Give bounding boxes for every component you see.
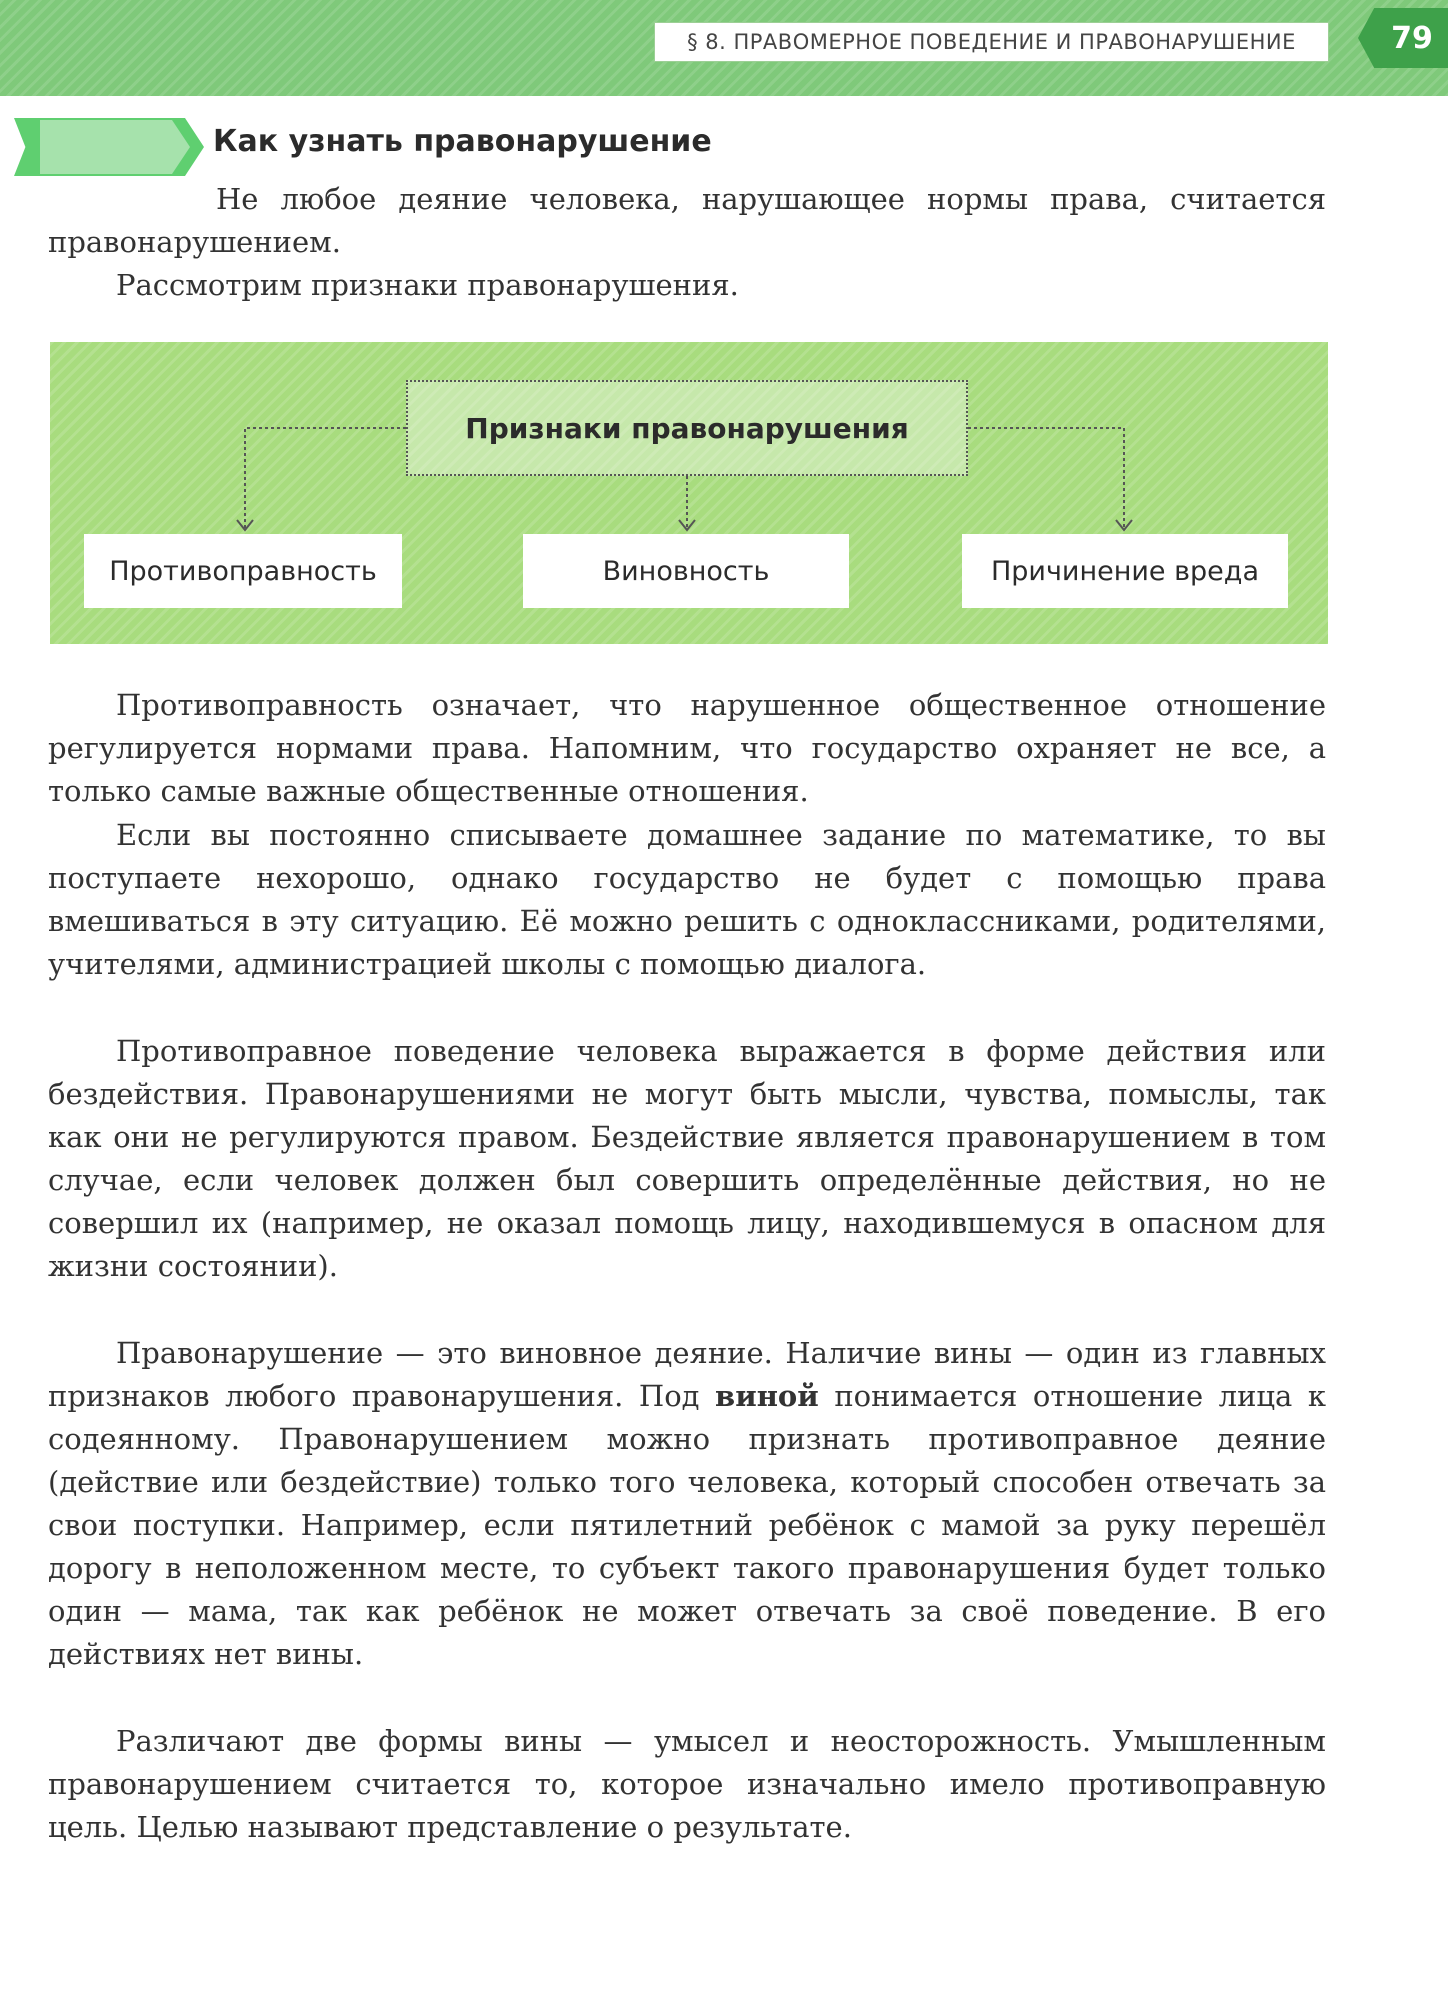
guilt-term: виной [715,1379,819,1413]
paragraph-unlawfulness: Противоправность означает, что нарушенное общественное отношение регулируется нормами права. Напомним, что государство охраняет не все, а только самые важные общественные отношения. [48,688,1326,808]
connector-right [968,428,1124,528]
diagram-item-unlawfulness: Противоправность [84,534,402,608]
guilt-text-after: понимается отношение лица к содеянному. Правонарушением можно признать противоправное деяние (действие или бездействие) только того человека, который способен отвечать за свои поступки. Например, если пятилетний ребёнок с мамой за руку перешёл дорогу в неположенном месте, то субъект такого правонарушения будет только один — мама, так как ребёнок не может отвечать за своё поведение. В его действиях нет вины. [48,1379,1326,1671]
paragraph-action-inaction: Противоправное поведение человека выражается в форме действия или бездействия. Правонарушениями не могут быть мысли, чувства, помыслы, так как они не регулируются правом. Бездействие является правонарушением в том случае, если человек должен был совершить определённые действия, но не совершил их (например, не оказал помощь лицу, находившемуся в опасном для жизни состоянии). [48,1034,1326,1283]
diagram-item-harm: Причинение вреда [962,534,1288,608]
guilt-text-before: Правонарушение — это виновное деяние. Наличие вины — один из главных признаков любого правонарушения. Под [48,1336,1326,1413]
paragraph-guilt [48,1332,1326,1676]
paragraph-homework-example: Если вы постоянно списываете домашнее задание по математике, то вы поступаете нехорошо, однако государство не будет с помощью права вмешиваться в эту ситуацию. Её можно решить с одноклассниками, родителями, учителями, администрацией школы с помощью диалога. [48,818,1326,981]
diagram-item-guilt: Виновность [523,534,849,608]
section-heading: Как узнать правонарушение [213,124,712,159]
connector-left [245,428,406,528]
intro-paragraph-2: Рассмотрим признаки правонарушения. [116,268,739,302]
section-title: § 8. ПРАВОМЕРНОЕ ПОВЕДЕНИЕ И ПРАВОНАРУШЕНИЕ [654,22,1329,62]
diagram-title: Признаки правонарушения [406,380,968,476]
page-number: 79 [1391,20,1433,56]
paragraph-forms-of-guilt: Различают две формы вины — умысел и неосторожность. Умышленным правонарушением считается то, которое изначально имело противоправную цель. Целью называют представление о результате. [48,1724,1326,1844]
intro-paragraph-1: Не любое деяние человека, нарушающее нормы права, считается правонарушением. [48,182,1326,259]
